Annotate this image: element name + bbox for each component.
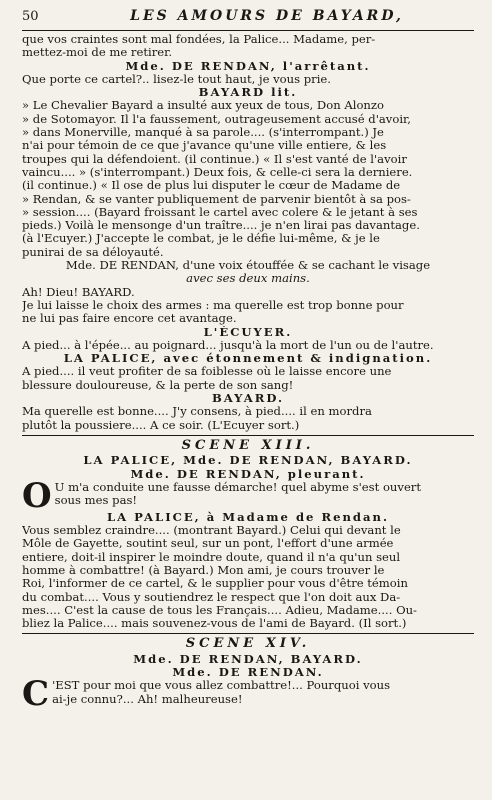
text-line: Roi, l'informer de ce cartel, & le supplier pour vous d'être témoin <box>22 577 408 591</box>
text-line: ai-je connu?... Ah! malheureuse! <box>52 692 243 706</box>
text-line: (à l'Ecuyer.) J'accepte le combat, je le défie lui-même, & je le <box>22 232 380 246</box>
text-line: 'EST pour moi que vous allez combattre!... Pourquoi vous <box>52 679 391 693</box>
drop-cap: O <box>22 475 52 516</box>
text-line: ne lui pas faire encore cet avantage. <box>22 312 237 326</box>
scene-14-characters: Mde. DE RENDAN, BAYARD. <box>133 652 363 666</box>
text-line: Mde. DE RENDAN, d'une voix étouffée & se cachant le visage <box>65 259 431 273</box>
text-line: bliez la Palice.... mais souvenez-vous de l'ami de Bayard. (Il sort.) <box>22 617 407 631</box>
scene-divider <box>22 435 474 436</box>
scene-14-title: SCENE XIV. <box>185 636 311 652</box>
text-line: Je lui laisse le choix des armes : ma querelle est trop bonne pour <box>22 298 404 312</box>
speaker-heading: Mde. DE RENDAN, pleurant. <box>130 467 366 481</box>
text-line: » dans Monerville, manqué à sa parole.... (s'interrompant.) Je <box>22 126 384 140</box>
text-line: BAYARD lit. <box>198 86 298 100</box>
text-line: pieds.) Voilà le mensonge d'un traître.... je n'en lirai pas davantage. <box>22 219 420 233</box>
text-line: » Le Chevalier Bayard a insulté aux yeux de tous, Don Alonzo <box>22 99 384 113</box>
text-line: Ah! Dieu! BAYARD. <box>22 285 135 299</box>
text-line: A pied... à l'épée... au poignard... jusqu'à la mort de l'un ou de l'autre. <box>22 338 434 352</box>
text-line: plutôt la poussiere.... A ce soir. (L'Ecuyer sort.) <box>22 418 300 432</box>
text-line: L'ÉCUYER. <box>203 325 293 339</box>
drop-cap-paragraph <box>22 475 474 516</box>
text-line: BAYARD. <box>211 392 285 406</box>
text-line: LA PALICE, avec étonnement & indignation. <box>63 352 433 366</box>
text-line: Mde. DE RENDAN, l'arrêtant. <box>125 59 371 73</box>
scene-text <box>22 33 474 432</box>
text-line: » de Sotomayor. Il l'a faussement, outrageusement accusé d'avoir, <box>22 112 411 126</box>
text-line: » session.... (Bayard froissant le cartel avec colere & le jetant à ses <box>22 205 418 219</box>
text-line: entiere, doit-il inspirer le moindre doute, quand il n'a qu'un seul <box>22 550 401 564</box>
text-line: mes.... C'est la cause de tous les Français.... Adieu, Madame.... Ou- <box>22 603 417 617</box>
text-line: n'ai pour témoin de ce que j'avance qu'une ville entiere, & les <box>22 139 387 153</box>
speaker-heading: LA PALICE, à Madame de Rendan. <box>106 510 389 524</box>
text-line: Que porte ce cartel?.. lisez-le tout haut, je vous prie. <box>22 72 331 86</box>
page-header <box>22 10 474 31</box>
scene-divider <box>22 633 474 634</box>
text-line: U m'a conduite une fausse démarche! quel abyme s'est ouvert <box>54 480 422 494</box>
text-line: (il continue.) « Il ose de plus lui disputer le cœur de Madame de <box>22 179 401 193</box>
text-line: punirai de sa déloyauté. <box>22 245 164 259</box>
text-line: Vous semblez craindre.... (montrant Bayard.) Celui qui devant le <box>22 524 401 538</box>
text-line: du combat.... Vous y soutiendrez le respect que l'on doit aux Da- <box>22 590 401 604</box>
page-number: 50 <box>22 9 39 24</box>
scene-13-body <box>22 524 474 630</box>
running-title: LES AMOURS DE BAYARD, <box>130 8 404 24</box>
text-line: A pied.... il veut profiter de sa foiblesse où le laisse encore une <box>22 365 392 379</box>
text-line: mettez-moi de me retirer. <box>22 46 173 60</box>
text-line: blessure douloureuse, & la perte de son sang! <box>22 378 294 392</box>
text-line: troupes qui la défendoient. (il continue.) « Il s'est vanté de l'avoir <box>22 152 407 166</box>
speaker-heading: Mde. DE RENDAN. <box>172 666 324 680</box>
drop-cap: C <box>22 674 50 715</box>
text-line: que vos craintes sont mal fondées, la Palice... Madame, per- <box>22 33 376 46</box>
text-line: vaincu.... » (s'interrompant.) Deux fois, & celle-ci sera la derniere. <box>22 165 413 179</box>
text-line: » Rendan, & se vanter publiquement de parvenir bientôt à sa pos- <box>22 192 411 206</box>
text-line: Môle de Gayette, soutint seul, sur un pont, l'effort d'une armée <box>22 537 394 551</box>
scene-13-characters: LA PALICE, Mde. DE RENDAN, BAYARD. <box>83 454 413 468</box>
text-line: Ma querelle est bonne.... J'y consens, à pied.... il en mordra <box>22 405 372 419</box>
text-line: sous mes pas! <box>54 494 138 508</box>
drop-cap-paragraph <box>22 674 474 715</box>
text-line: homme à combattre! (à Bayard.) Mon ami, je cours trouver le <box>22 563 385 577</box>
scene-13-title: SCENE XIII. <box>181 437 315 453</box>
text-line: avec ses deux mains. <box>186 272 310 286</box>
